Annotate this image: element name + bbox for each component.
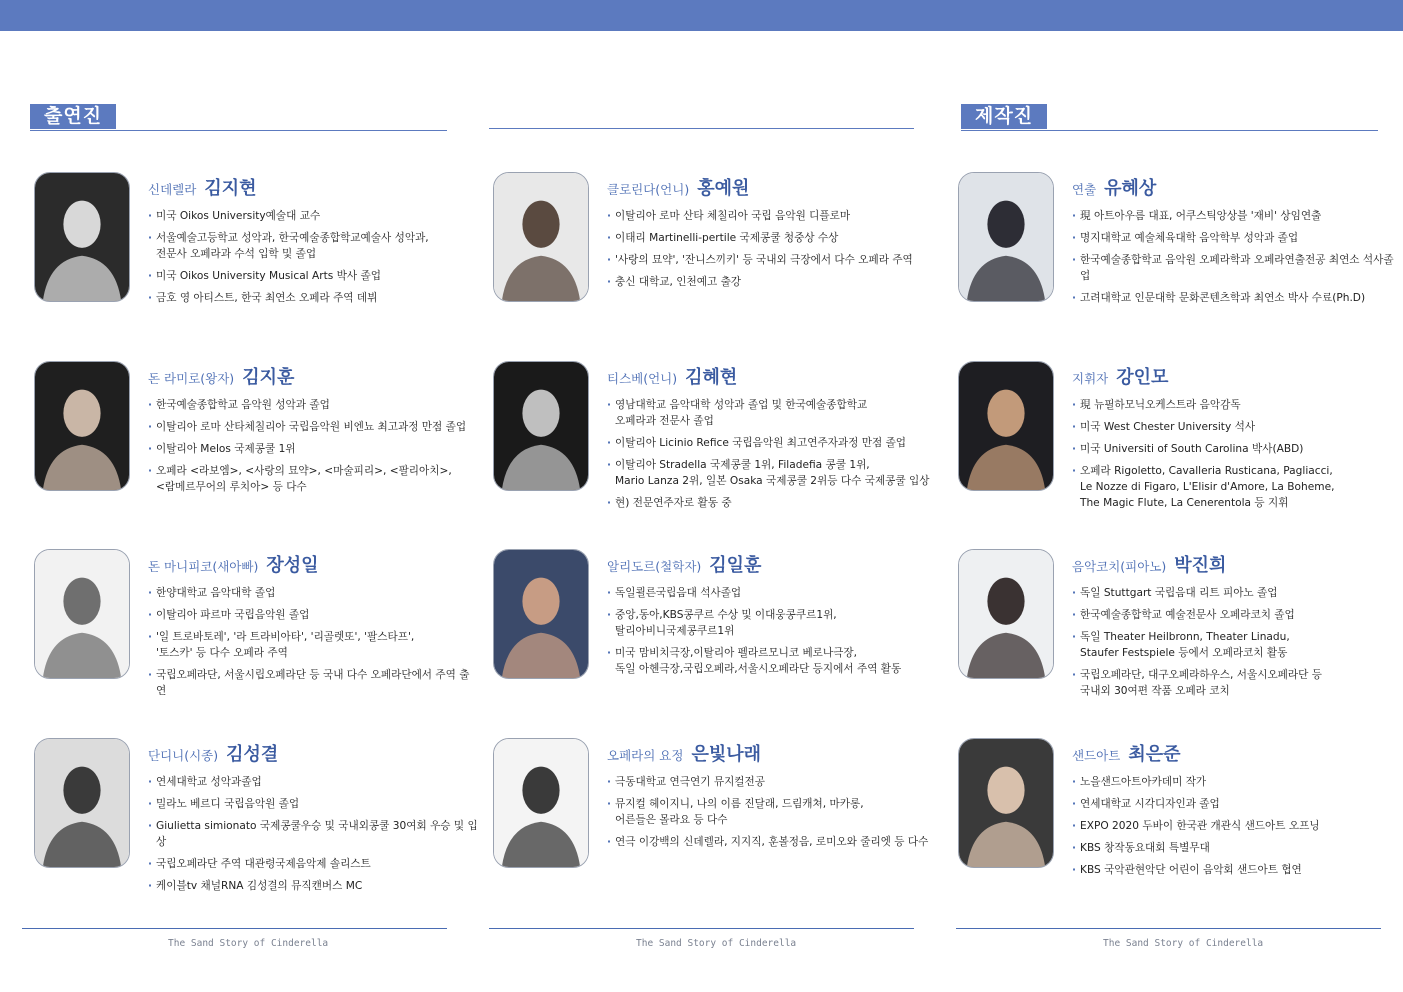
profile-bullets bbox=[1072, 585, 1402, 699]
footer-text-left: The Sand Story of Cinderella bbox=[168, 938, 329, 949]
profile-photo bbox=[493, 549, 589, 679]
profile-role: 오페라의 요정 bbox=[607, 748, 684, 763]
profile-card bbox=[34, 172, 474, 332]
profile-bullet: · KBS 국악관현악단 어린이 음악회 샌드아트 협연 bbox=[1072, 862, 1402, 878]
profile-card bbox=[34, 738, 478, 898]
profile-bullet: · 오페라 Rigoletto, Cavalleria Rusticana, Pagliacci, Le Nozze di Figaro, L'Elisir d'Amore, La Boheme, The Magic Flute, La Cenerentola 등 지휘 bbox=[1072, 463, 1402, 511]
profile-name: 강인모 bbox=[1116, 367, 1169, 388]
profile-bullet: · 미국 West Chester University 석사 bbox=[1072, 419, 1402, 435]
profile-name: 최은준 bbox=[1128, 744, 1181, 765]
profile-info bbox=[1072, 740, 1402, 884]
profile-title-line bbox=[148, 363, 478, 391]
section-tag-cast: 출연진 bbox=[30, 104, 116, 129]
profile-name: 홍예원 bbox=[697, 178, 750, 199]
profile-title-line bbox=[607, 551, 937, 579]
cast-section-header bbox=[30, 104, 447, 129]
profile-info bbox=[1072, 174, 1402, 312]
profile-bullet: · 이탈리아 Stradella 국제콩쿨 1위, Filadefia 콩쿨 1위, Mario Lanza 2위, 일본 Osaka 국제콩쿨 2위등 다수 국제콩쿨 입상 bbox=[607, 457, 937, 489]
profile-role: 클로린다(언니) bbox=[607, 182, 690, 197]
profile-title-line bbox=[148, 174, 478, 202]
profile-bullet: · 오페라 <라보엠>, <사랑의 묘약>, <마술피리>, <팔리아치>, <람메르무어의 루치아> 등 다수 bbox=[148, 463, 478, 495]
profile-role: 돈 마니피코(새아빠) bbox=[148, 559, 259, 574]
profile-role: 연출 bbox=[1072, 182, 1097, 197]
profile-name: 은빛나래 bbox=[691, 744, 761, 765]
profile-bullet: · 국립오페라단 주역 대관령국제음악제 솔리스트 bbox=[148, 856, 478, 872]
profile-card bbox=[958, 549, 1398, 709]
profile-bullet: · 충신 대학교, 인천예고 출강 bbox=[607, 274, 937, 290]
profile-card bbox=[34, 549, 474, 709]
profile-title-line bbox=[148, 551, 478, 579]
footer-text-right: The Sand Story of Cinderella bbox=[1103, 938, 1264, 949]
profile-bullets bbox=[607, 208, 937, 290]
profile-bullet: · '일 트로바토레', '라 트라비아타', '리골렛또', '팔스타프', '토스카' 등 다수 오페라 주역 bbox=[148, 629, 478, 661]
profile-bullet: · KBS 창작동요대회 특별무대 bbox=[1072, 840, 1402, 856]
profile-bullet: · 독일 Theater Heilbronn, Theater Linadu, Staufer Festspiele 등에서 오페라코치 활동 bbox=[1072, 629, 1402, 661]
profile-title-line bbox=[607, 740, 937, 768]
profile-bullet: · 이탈리아 Licinio Refice 국립음악원 최고연주자과정 만점 졸업 bbox=[607, 435, 937, 451]
profile-info bbox=[607, 740, 937, 856]
profile-bullets bbox=[148, 208, 478, 306]
profile-role: 음악코치(피아노) bbox=[1072, 559, 1167, 574]
profile-bullet: · Giulietta simionato 국제콩쿨우승 및 국내외콩쿨 30여회 우승 및 입상 bbox=[148, 818, 478, 850]
footer-rule-left bbox=[22, 928, 447, 929]
profile-bullet: · 現 뉴필하모닉오케스트라 음악감독 bbox=[1072, 397, 1402, 413]
profile-bullet: · 연세대학교 시각디자인과 졸업 bbox=[1072, 796, 1402, 812]
profile-bullet: · 현) 전문연주자로 활동 중 bbox=[607, 495, 937, 511]
profile-bullet: · 독일 Stuttgart 국립음대 리트 피아노 졸업 bbox=[1072, 585, 1402, 601]
profile-title-line bbox=[1072, 174, 1402, 202]
profile-info bbox=[607, 551, 937, 683]
profile-bullet: · 한국예술종합학교 예술전문사 오페라코치 졸업 bbox=[1072, 607, 1402, 623]
top-banner bbox=[0, 0, 1403, 31]
profile-name: 유혜상 bbox=[1104, 178, 1157, 199]
profile-bullet: · 이태리 Martinelli-pertile 국제콩쿨 청중상 수상 bbox=[607, 230, 937, 246]
profile-role: 티스베(언니) bbox=[607, 371, 678, 386]
profile-title-line bbox=[607, 363, 937, 391]
profile-name: 김지훈 bbox=[242, 367, 295, 388]
section-rule-middle bbox=[489, 128, 914, 129]
profile-info bbox=[607, 174, 937, 296]
profile-bullet: · 이탈리아 Melos 국제콩쿨 1위 bbox=[148, 441, 478, 457]
profile-bullet: · 미국 Universiti of South Carolina 박사(ABD) bbox=[1072, 441, 1402, 457]
profile-bullet: · 미국 Oikos University Musical Arts 박사 졸업 bbox=[148, 268, 478, 284]
profile-info bbox=[148, 740, 478, 900]
profile-photo bbox=[493, 738, 589, 868]
profile-bullet: · 연극 이강백의 신데렐라, 지지직, 훈볼정음, 로미오와 줄리엣 등 다수 bbox=[607, 834, 937, 850]
profile-card bbox=[493, 549, 933, 709]
profile-photo bbox=[958, 549, 1054, 679]
footer-text-middle: The Sand Story of Cinderella bbox=[636, 938, 797, 949]
section-tag-crew: 제작진 bbox=[961, 104, 1047, 129]
profile-bullet: · 서울예술고등학교 성악과, 한국예술종합학교예술사 성악과, 전문사 오페라과 수석 입학 및 졸업 bbox=[148, 230, 478, 262]
profile-card bbox=[958, 172, 1398, 332]
profile-bullet: · 중앙,동아,KBS콩쿠르 수상 및 이대웅콩쿠르1위, 탈리아비니국제콩쿠르1위 bbox=[607, 607, 937, 639]
profile-bullet: · 미국 Oikos University예술대 교수 bbox=[148, 208, 478, 224]
profile-photo bbox=[958, 361, 1054, 491]
profile-bullet: · 명지대학교 예술체육대학 음악학부 성악과 졸업 bbox=[1072, 230, 1402, 246]
profile-card bbox=[493, 172, 933, 332]
profile-bullet: · 한국예술종합학교 음악원 성악과 졸업 bbox=[148, 397, 478, 413]
profile-info bbox=[607, 363, 937, 517]
profile-bullet: · EXPO 2020 두바이 한국관 개관식 샌드아트 오프닝 bbox=[1072, 818, 1402, 834]
profile-info bbox=[1072, 363, 1402, 517]
profile-bullets bbox=[148, 774, 478, 894]
profile-bullet: · 영남대학교 음악대학 성악과 졸업 및 한국예술종합학교 오페라과 전문사 졸업 bbox=[607, 397, 937, 429]
profile-role: 단디니(시종) bbox=[148, 748, 219, 763]
profile-title-line bbox=[1072, 551, 1402, 579]
profile-photo bbox=[493, 361, 589, 491]
profile-bullet: · 극동대학교 연극연기 뮤지컬전공 bbox=[607, 774, 937, 790]
profile-card bbox=[34, 361, 474, 521]
profile-bullet: · 케이블tv 채널RNA 김성결의 뮤직캔버스 MC bbox=[148, 878, 478, 894]
footer-rule-right bbox=[956, 928, 1381, 929]
profile-role: 지휘자 bbox=[1072, 371, 1109, 386]
profile-info bbox=[148, 363, 478, 501]
profile-name: 김혜현 bbox=[685, 367, 738, 388]
profile-role: 알리도르(철학자) bbox=[607, 559, 702, 574]
profile-role: 돈 라미로(왕자) bbox=[148, 371, 235, 386]
profile-bullet: · 이탈리아 로마 산타 체칠리아 국립 음악원 디플로마 bbox=[607, 208, 937, 224]
profile-bullet: · 국립오페라단, 서울시립오페라단 등 국내 다수 오페라단에서 주역 출연 bbox=[148, 667, 478, 699]
profile-bullet: · 이탈리아 파르마 국립음악원 졸업 bbox=[148, 607, 478, 623]
profile-role: 샌드아트 bbox=[1072, 748, 1121, 763]
profile-bullets bbox=[1072, 208, 1402, 306]
profile-bullets bbox=[1072, 397, 1402, 511]
profile-photo bbox=[34, 738, 130, 868]
profile-title-line bbox=[607, 174, 937, 202]
profile-bullet: · 이탈리아 로마 산타체칠리아 국립음악원 비엔뇨 최고과정 만점 졸업 bbox=[148, 419, 478, 435]
profile-bullets bbox=[607, 774, 937, 850]
section-rule bbox=[961, 130, 1378, 131]
profile-info bbox=[148, 174, 478, 312]
profile-bullet: · 뮤지컬 헤이지니, 나의 이름 진달래, 드림캐쳐, 마카롱, 어른들은 몰라요 등 다수 bbox=[607, 796, 937, 828]
profile-card bbox=[493, 738, 933, 898]
profile-card bbox=[958, 738, 1398, 898]
profile-bullets bbox=[607, 585, 937, 677]
profile-bullets bbox=[148, 585, 478, 699]
profile-name: 박진희 bbox=[1174, 555, 1227, 576]
profile-name: 김성결 bbox=[226, 744, 279, 765]
profile-bullet: · '사랑의 묘약', '잔니스끼키' 등 국내외 극장에서 다수 오페라 주역 bbox=[607, 252, 937, 268]
profile-name: 김지현 bbox=[204, 178, 257, 199]
profile-card bbox=[958, 361, 1398, 521]
profile-bullet: · 연세대학교 성악과졸업 bbox=[148, 774, 478, 790]
profile-bullet: · 고려대학교 인문대학 문화콘텐츠학과 최연소 박사 수료(Ph.D) bbox=[1072, 290, 1402, 306]
profile-info bbox=[148, 551, 478, 705]
profile-photo bbox=[34, 361, 130, 491]
profile-card bbox=[493, 361, 933, 521]
profile-photo bbox=[34, 549, 130, 679]
footer-rule-middle bbox=[489, 928, 914, 929]
profile-bullet: · 금호 영 아티스트, 한국 최연소 오페라 주역 데뷔 bbox=[148, 290, 478, 306]
profile-photo bbox=[34, 172, 130, 302]
profile-bullet: · 現 아트아우름 대표, 어쿠스틱앙상블 '재비' 상임연출 bbox=[1072, 208, 1402, 224]
profile-bullet: · 독일쾰른국립음대 석사졸업 bbox=[607, 585, 937, 601]
profile-photo bbox=[493, 172, 589, 302]
profile-title-line bbox=[1072, 363, 1402, 391]
profile-bullet: · 국립오페라단, 대구오페라하우스, 서울시오페라단 등 국내외 30여편 작품 오페라 코치 bbox=[1072, 667, 1402, 699]
profile-bullet: · 한국예술종합학교 음악원 오페라학과 오페라연출전공 최연소 석사졸업 bbox=[1072, 252, 1402, 284]
profile-bullet: · 한양대학교 음악대학 졸업 bbox=[148, 585, 478, 601]
profile-title-line bbox=[148, 740, 478, 768]
profile-info bbox=[1072, 551, 1402, 705]
profile-photo bbox=[958, 172, 1054, 302]
profile-bullets bbox=[607, 397, 937, 511]
profile-title-line bbox=[1072, 740, 1402, 768]
section-rule bbox=[30, 130, 447, 131]
crew-section-header bbox=[961, 104, 1378, 129]
profile-photo bbox=[958, 738, 1054, 868]
profile-name: 김일훈 bbox=[709, 555, 762, 576]
profile-bullets bbox=[1072, 774, 1402, 878]
profile-bullet: · 미국 맘비치극장,이탈리아 펠라르모니코 베로나극장, 독일 아헨극장,국립오페라,서울시오페라단 등지에서 주역 활동 bbox=[607, 645, 937, 677]
profile-role: 신데렐라 bbox=[148, 182, 197, 197]
profile-bullet: · 노을샌드아트아카데미 작가 bbox=[1072, 774, 1402, 790]
profile-bullet: · 밀라노 베르디 국립음악원 졸업 bbox=[148, 796, 478, 812]
profile-name: 장성일 bbox=[266, 555, 319, 576]
profile-bullets bbox=[148, 397, 478, 495]
